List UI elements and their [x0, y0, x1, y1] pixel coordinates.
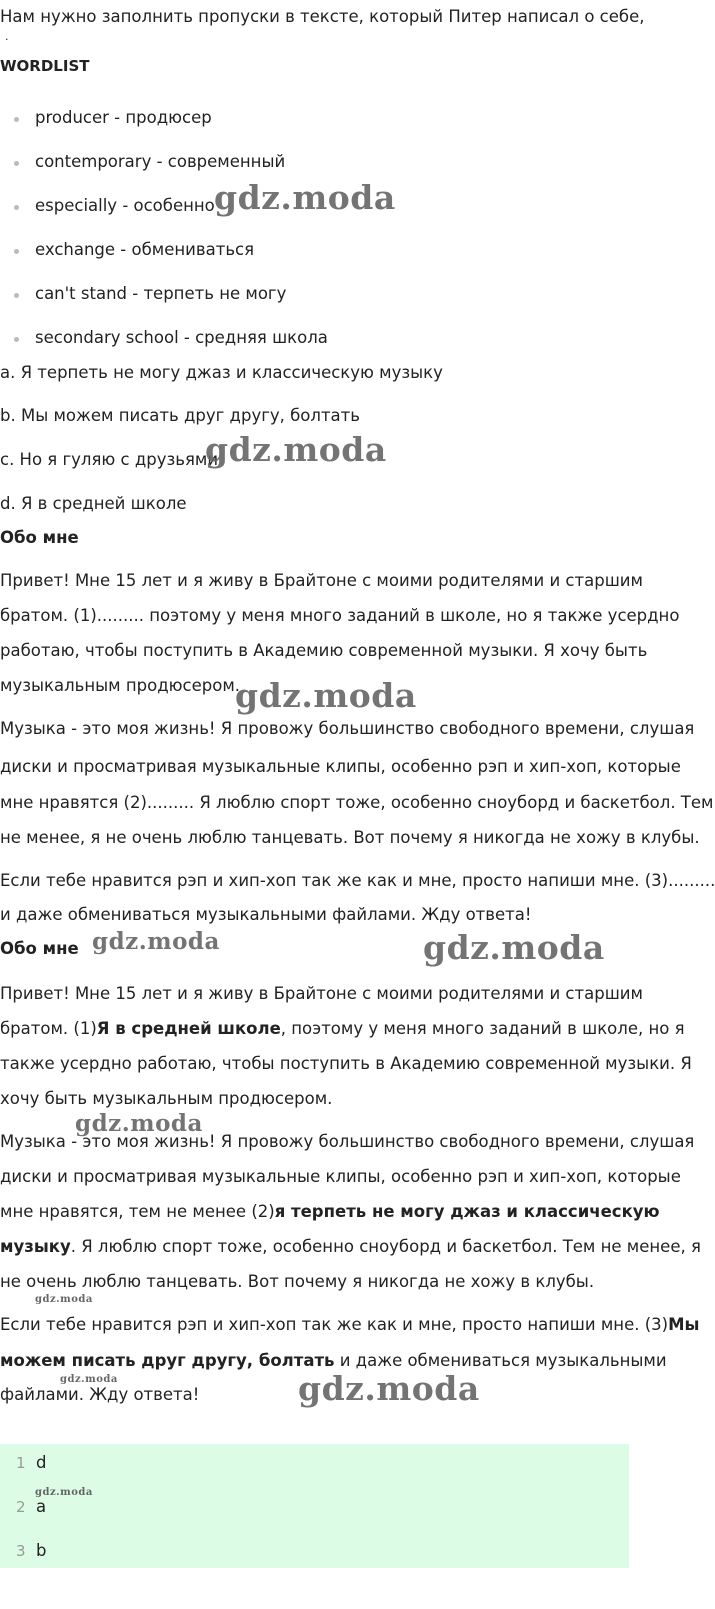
- watermark-logo: gdz.moda: [423, 928, 605, 967]
- wordlist-item: contemporary - современный: [35, 152, 286, 171]
- wordlist-item: exchange - обмениваться: [35, 240, 255, 259]
- bullet-icon: [14, 161, 19, 166]
- answer-number: 2: [16, 1498, 26, 1516]
- answer-value: d: [36, 1453, 47, 1472]
- option-b: b. Мы можем писать друг другу, болтать: [0, 406, 361, 425]
- text2-line: диски и просматривая музыкальные клипы, особенно рэп и хип-хоп, которые: [0, 1167, 681, 1186]
- text2-line: братом. (1)Я в средней школе, поэтому у меня много заданий в школе, но я: [0, 1019, 685, 1038]
- text2-line: можем писать друг другу, болтать и даже обмениваться музыкальными: [0, 1351, 667, 1370]
- text2-line: музыку. Я люблю спорт тоже, особенно сноуборд и баскетбол. Тем не менее, я: [0, 1237, 701, 1256]
- bullet-icon: [14, 337, 19, 342]
- text2-line: Если тебе нравится рэп и хип-хоп так же как и мне, просто напиши мне. (3)Мы: [0, 1315, 700, 1334]
- watermark-logo: gdz.moda: [205, 430, 387, 469]
- watermark-logo: gdz.moda: [298, 1369, 480, 1408]
- wordlist-item: secondary school - средняя школа: [35, 328, 328, 347]
- text2-line: Привет! Мне 15 лет и я живу в Брайтоне с моими родителями и старшим: [0, 984, 643, 1003]
- intro-text: Нам нужно заполнить пропуски в тексте, который Питер написал о себе,: [0, 7, 645, 26]
- answer-number: 3: [16, 1542, 26, 1560]
- bullet-icon: [14, 293, 19, 298]
- text2-line: также усердно работаю, чтобы поступить в Академию современной музыки. Я: [0, 1054, 692, 1073]
- text2-heading: Обо мне: [0, 939, 79, 958]
- answer-3-inline: Мы: [668, 1315, 700, 1334]
- bullet-icon: [14, 117, 19, 122]
- text1-line: музыкальным продюсером.: [0, 676, 241, 695]
- answer-value: a: [36, 1497, 47, 1516]
- wordlist-item: can't stand - терпеть не могу: [35, 284, 287, 303]
- option-d: d. Я в средней школе: [0, 494, 187, 513]
- answer-2-inline-cont: музыку: [0, 1237, 71, 1256]
- wordlist-heading: WORDLIST: [0, 57, 90, 75]
- text1-line: диски и просматривая музыкальные клипы, особенно рэп и хип-хоп, которые: [0, 757, 681, 776]
- answer-1-inline: Я в средней школе: [96, 1019, 281, 1038]
- answer-value: b: [36, 1541, 47, 1560]
- watermark-logo: gdz.moda: [60, 1374, 118, 1385]
- watermark-logo: gdz.moda: [35, 1487, 93, 1498]
- answer-2-inline: я терпеть не могу джаз и классическую: [274, 1202, 660, 1221]
- text2-line: файлами. Жду ответа!: [0, 1385, 200, 1404]
- bullet-icon: [14, 249, 19, 254]
- text2-line: мне нравятся, тем не менее (2)я терпеть не могу джаз и классическую: [0, 1202, 660, 1221]
- text2-line: Музыка - это моя жизнь! Я провожу большинство свободного времени, слушая: [0, 1132, 695, 1151]
- text1-line: Музыка - это моя жизнь! Я провожу большинство свободного времени, слушая: [0, 719, 695, 738]
- text1-line: братом. (1)......... поэтому у меня много заданий в школе, но я также усердно: [0, 606, 680, 625]
- watermark-logo: gdz.moda: [235, 676, 417, 715]
- text1-line: и даже обмениваться музыкальными файлами. Жду ответа!: [0, 905, 532, 924]
- wordlist-item: producer - продюсер: [35, 108, 212, 127]
- text1-line: Привет! Мне 15 лет и я живу в Брайтоне с моими родителями и старшим: [0, 571, 643, 590]
- text2-line: хочу быть музыкальным продюсером.: [0, 1089, 333, 1108]
- watermark-logo: gdz.moda: [92, 928, 220, 955]
- text1-line: не менее, я не очень люблю танцевать. Вот почему я никогда не хожу в клубы.: [0, 828, 700, 847]
- text1-heading: Обо мне: [0, 528, 79, 547]
- text1-line: Если тебе нравится рэп и хип-хоп так же как и мне, просто напиши мне. (3).........: [0, 871, 715, 890]
- text2-line: не очень люблю танцевать. Вот почему я никогда не хожу в клубы.: [0, 1272, 595, 1291]
- watermark-logo: gdz.moda: [75, 1110, 203, 1137]
- text1-line: мне нравятся (2)......... Я люблю спорт тоже, особенно сноуборд и баскетбол. Тем: [0, 793, 714, 812]
- text1-line: работаю, чтобы поступить в Академию современной музыки. Я хочу быть: [0, 641, 648, 660]
- option-a: a. Я терпеть не могу джаз и классическую музыку: [0, 363, 443, 382]
- watermark-logo: gdz.moda: [35, 1294, 93, 1305]
- intro-dot: .: [5, 30, 9, 43]
- answer-number: 1: [16, 1454, 26, 1472]
- option-c: c. Но я гуляю с друзьями: [0, 450, 219, 469]
- answer-3-inline-cont: можем писать друг другу, болтать: [0, 1351, 335, 1370]
- wordlist-item: especially - особенно: [35, 196, 215, 215]
- bullet-icon: [14, 205, 19, 210]
- watermark-logo: gdz.moda: [214, 178, 396, 217]
- answer-list: [0, 1444, 629, 1568]
